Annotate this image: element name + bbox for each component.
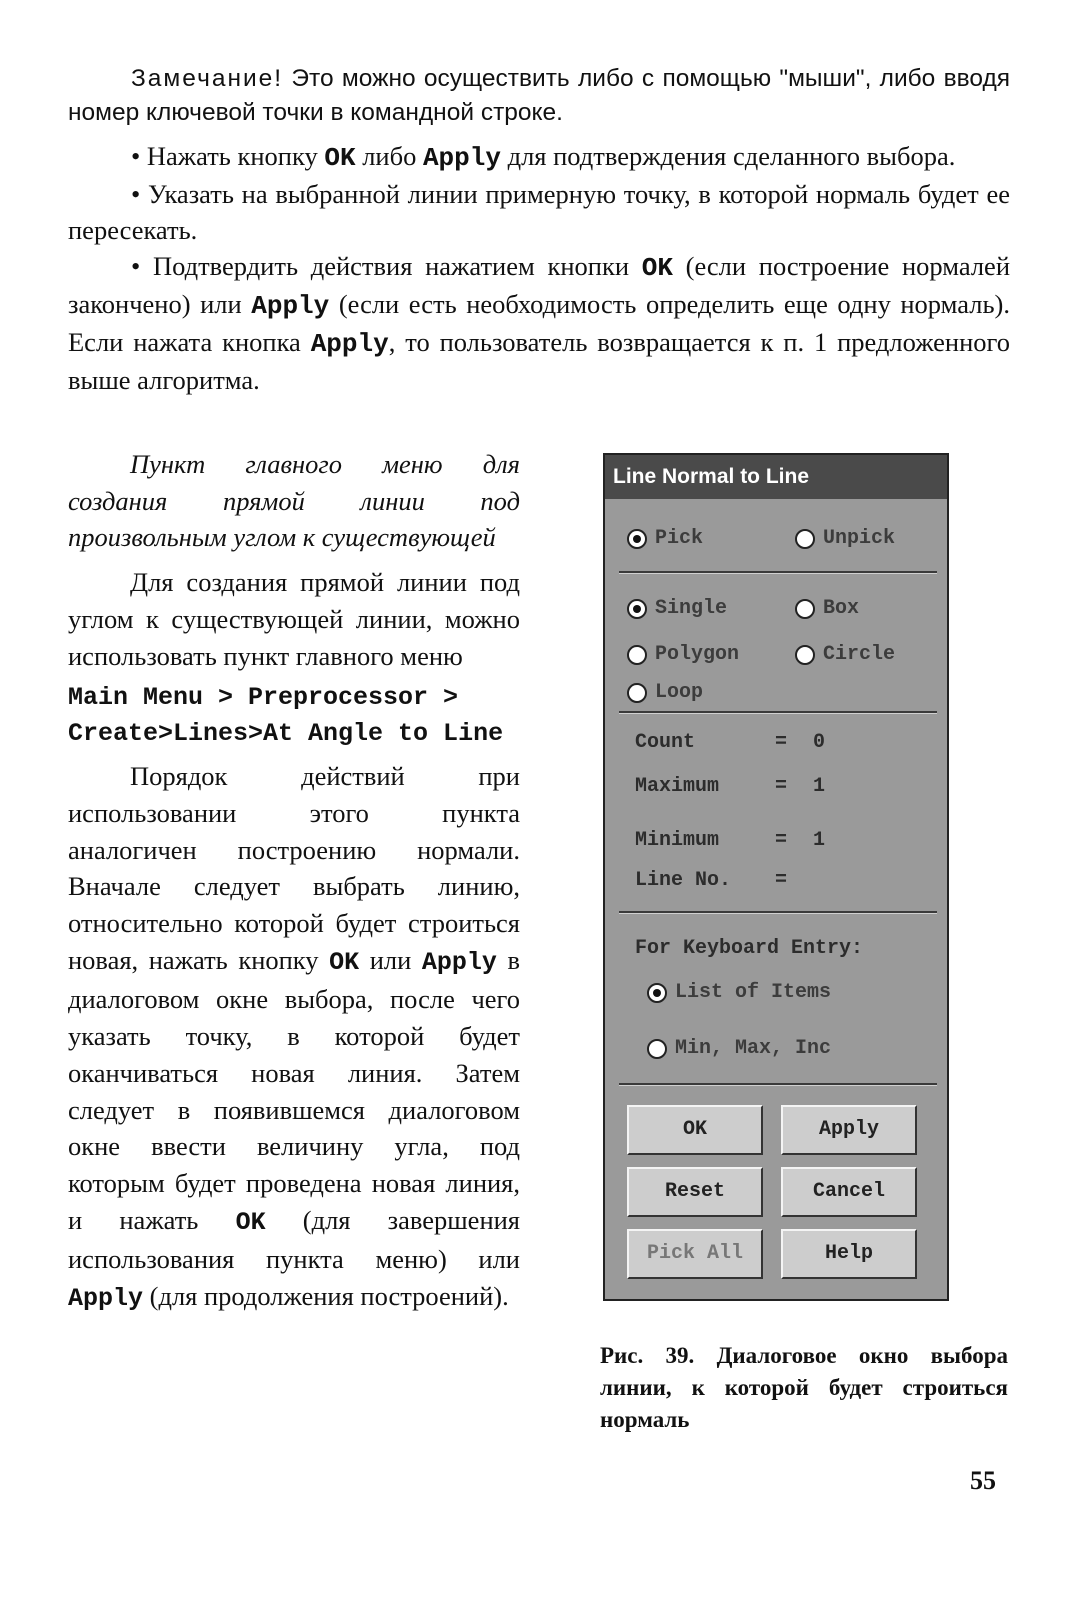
separator: [619, 711, 937, 714]
paragraph-2: [68, 758, 520, 1318]
polygon-label: Polygon: [655, 643, 740, 666]
radio-selected-icon: [627, 529, 647, 549]
help-button[interactable]: Help: [781, 1229, 917, 1279]
radio-icon: [795, 645, 815, 665]
separator: [619, 1083, 937, 1086]
p2-apply: Apply: [421, 947, 497, 977]
radio-icon: [647, 1039, 667, 1059]
separator: [619, 911, 937, 914]
bullet-3-apply2: Apply: [310, 329, 389, 359]
top-text-block: [68, 62, 1010, 398]
page-number: 55: [970, 1466, 996, 1495]
bullet-3: [68, 248, 1010, 398]
note-label: Замечание!: [131, 65, 284, 92]
minimum-label: Minimum: [635, 829, 720, 852]
loop-label: Loop: [655, 681, 704, 704]
keyboard-entry-label: For Keyboard Entry:: [635, 937, 864, 960]
single-radio[interactable]: [627, 597, 727, 620]
bullet-1-text: • Нажать кнопку: [131, 141, 325, 171]
bullet-2: • Указать на выбранной линии примерную точку, в которой нормаль будет ее пересекать.: [68, 179, 1010, 245]
bullet-3-mid1: (если построение нормалей закончено) или: [68, 251, 1010, 319]
equals-sign: =: [775, 775, 788, 798]
p2-post: (для продолжения построений).: [143, 1281, 509, 1312]
menu-path: Main Menu > Preprocessor > Create>Lines>At Angle to Line: [68, 683, 504, 749]
box-radio[interactable]: [795, 597, 859, 620]
min-max-inc-label: Min, Max, Inc: [675, 1037, 832, 1060]
section-heading: Пункт главного меню для создания прямой линии под произвольным углом к существующей: [68, 449, 520, 553]
pick-radio[interactable]: [627, 527, 703, 550]
radio-selected-icon: [647, 983, 667, 1003]
radio-icon: [627, 645, 647, 665]
minimum-field: [635, 829, 826, 852]
list-of-items-label: List of Items: [675, 981, 832, 1004]
bullet-1: [68, 138, 1010, 176]
line-no-label: Line No.: [635, 869, 732, 892]
bullet-3-text: • Подтвердить действия нажатием кнопки: [131, 251, 642, 281]
circle-radio[interactable]: [795, 643, 895, 666]
p2-ok: OK: [329, 947, 360, 977]
bullet-1-ok: OK: [324, 143, 356, 173]
count-value: 0: [813, 731, 826, 754]
p2-mid3: (для завершения использования пункта меню) или: [68, 1204, 520, 1275]
box-label: Box: [823, 597, 860, 620]
radio-icon: [795, 599, 815, 619]
ok-button[interactable]: OK: [627, 1105, 763, 1155]
unpick-radio[interactable]: [795, 527, 895, 550]
maximum-field: [635, 775, 826, 798]
loop-radio[interactable]: [627, 681, 703, 704]
p2-mid2: в диалоговом окне выбора, после чего указать точку, в которой будет оканчиваться новая линия. Затем следует в появившемся диалоговом окне ввести величину угла, под которым будет проведена новая линия, и нажать: [68, 944, 521, 1235]
count-field: [635, 731, 826, 754]
bullet-3-mid2: (если есть необходимость определить еще одну нормаль). Если нажата кнопка: [68, 289, 1010, 357]
equals-sign: =: [775, 869, 788, 892]
bullet-3-apply1: Apply: [251, 291, 330, 321]
reset-button[interactable]: Reset: [627, 1167, 763, 1217]
list-of-items-radio[interactable]: [647, 981, 831, 1004]
radio-icon: [627, 683, 647, 703]
dialog-title: Line Normal to Line: [605, 455, 947, 499]
separator: [619, 571, 937, 574]
p2-mid1: или: [359, 944, 422, 975]
equals-sign: =: [775, 829, 788, 852]
min-max-inc-radio[interactable]: [647, 1037, 831, 1060]
note-paragraph: [68, 62, 1010, 130]
apply-button[interactable]: Apply: [781, 1105, 917, 1155]
line-normal-dialog: [603, 453, 949, 1301]
minimum-value: 1: [813, 829, 826, 852]
note-text: Это можно осуществить либо с помощью "мыши", либо вводя номер ключевой точки в командной строке.: [68, 65, 1010, 126]
radio-selected-icon: [627, 599, 647, 619]
maximum-value: 1: [813, 775, 826, 798]
count-label: Count: [635, 731, 696, 754]
bullet-1-mid: либо: [355, 141, 423, 171]
left-column: [68, 446, 520, 1318]
polygon-radio[interactable]: [627, 643, 739, 666]
unpick-label: Unpick: [823, 527, 896, 550]
paragraph-1: Для создания прямой линии под углом к существующей линии, можно использовать пункт главного меню: [68, 567, 520, 671]
bullet-3-post: , то пользователь возвращается к п. 1 предложенного выше алгоритма.: [68, 327, 1011, 395]
equals-sign: =: [775, 731, 788, 754]
pick-label: Pick: [655, 527, 704, 550]
bullet-1-apply: Apply: [422, 143, 501, 173]
line-no-field: [635, 869, 788, 892]
radio-icon: [795, 529, 815, 549]
pick-all-button[interactable]: Pick All: [627, 1229, 763, 1279]
circle-label: Circle: [823, 643, 896, 666]
bullet-1-post: для подтверждения сделанного выбора.: [500, 141, 956, 171]
p2-ok2: OK: [235, 1207, 266, 1237]
figure-caption: Рис. 39. Диалоговое окно выбора линии, к которой будет строиться нормаль: [600, 1343, 1008, 1432]
single-label: Single: [655, 597, 728, 620]
maximum-label: Maximum: [635, 775, 720, 798]
bullet-3-ok: OK: [641, 253, 673, 283]
cancel-button[interactable]: Cancel: [781, 1167, 917, 1217]
p2-pre: Порядок действий при использовании этого пункта аналогичен построению нормали. Вначале следует выбрать линию, относительно которой будет строиться новая, нажать кнопку: [68, 761, 520, 975]
p2-apply2: Apply: [68, 1284, 144, 1314]
